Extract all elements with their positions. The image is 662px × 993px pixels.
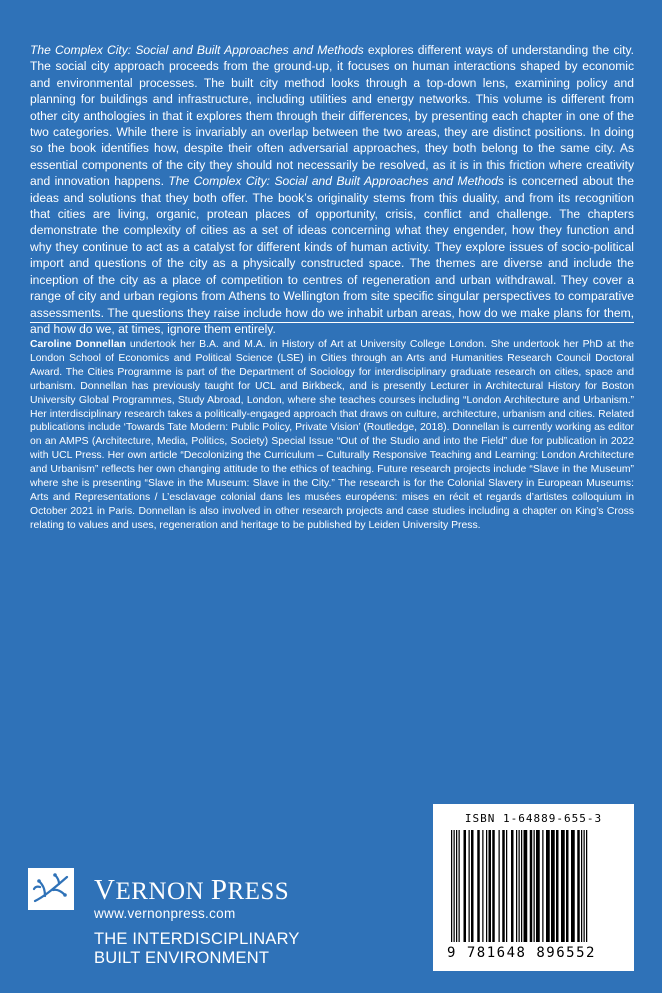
barcode-bar <box>561 830 565 942</box>
barcode-bar <box>551 830 555 942</box>
barcode-bar <box>486 830 487 942</box>
author-bio-text: undertook her B.A. and M.A. in History of Art at University College London. She undertook her PhD at the London School of Economics and Political Science (LSE) in Cities through an Arts and Humanities Research Council Doctoral Award. The Cities Programme is part of the Department of Sociology for interdisciplinary graduate research on cities, space and urbanism. Donnellan has previously taught for UCL and Birkbeck, and is presently Lecturer in Architectural History for Boston University Global Programmes, Study Abroad, London, where she teaches courses including “London Architecture and Urbanism.” Her interdisciplinary research takes a politically-engaged approach that draws on culture, architecture, urbanism and cities. Related publications include ‘Towards Tate Modern: Public Policy, Private Vision’ (Routledge, 2018). Donnellan is currently working as editor on an AMPS (Architecture, Media, Politics, Society) Special Issue “Out of the Studio and into the Field” due for publication in 2022 with UCL Press. Her own article “Decolonizing the Curriculum – Culturally Responsive Teaching and Learning: London Architecture and Urbanism” reflects her own changing attitude to the ethics of teaching. Future research projects include “Slave in the Museum” where she is presenting “Slave in the Museum: Slave in the City.” The research is for the Colonial Slavery in European Museums: Arts and Representations / L’esclavage colonial dans les musées européens: mises en récit et regards d’artistes colloquium in October 2021 in Paris. Donnellan is also involved in other research projects and case studies including a chapter on King’s Cross relating to values and uses, regeneration and heritage to be published by Leiden University Press. <box>30 339 634 531</box>
series-title-line-1: THE INTERDISCIPLINARY <box>94 930 300 948</box>
barcode-bar <box>477 830 480 942</box>
description-part-1: explores different ways of understanding the city. The social city approach proceeds from the ground-up, it focuses on human interactions shaped by economic and environmental processes. The built city method looks through a top-down lens, examining policy and planning for buildings and infrastructure, including utilities and energy networks. This volume is different from other city anthologies in that it explores them through their differences, by presenting each chapter in one of the two categories. While there is invariably an overlap between the two areas, they are distinct positions. In doing so the book identifies how, despite their often adversarial approaches, they both belong to the same city. As essential components of the city they should not necessarily be resolved, as it is in this friction where creativity and innovation happens. <box>30 43 634 189</box>
barcode-bar <box>464 830 467 942</box>
barcode-bar <box>516 830 517 942</box>
book-title-italic-2: The Complex City: Social and Built Approaches and Methods <box>168 174 504 189</box>
barcode-bar <box>451 830 452 942</box>
isbn-digits: 9 781648 896552 <box>447 945 596 961</box>
barcode-bar <box>454 830 455 942</box>
barcode-bar <box>542 830 543 942</box>
isbn-label: ISBN 1-64889-655-3 <box>464 812 603 825</box>
author-name: Caroline Donnellan <box>30 339 126 350</box>
barcode-bar <box>502 830 505 942</box>
book-description <box>30 42 634 337</box>
barcode-bar <box>556 830 559 942</box>
barcode-bar <box>521 830 522 942</box>
barcode-bar <box>471 830 474 942</box>
barcode-bar <box>456 830 457 942</box>
publisher-url[interactable]: www.vernonpress.com <box>94 906 236 921</box>
publisher-name: VERNON PRESS <box>94 874 290 906</box>
barcode-bar <box>581 830 582 942</box>
barcode-bar <box>530 830 533 942</box>
barcode-bar <box>536 830 540 942</box>
book-title-italic: The Complex City: Social and Built Approaches and Methods <box>30 43 364 57</box>
barcode-bar <box>524 830 528 942</box>
barcode-bar <box>459 830 460 942</box>
barcode-bar <box>534 830 535 942</box>
barcode-bar <box>492 830 495 942</box>
barcode-bar <box>584 830 585 942</box>
barcode-bar <box>489 830 492 942</box>
barcode-bar <box>546 830 550 942</box>
tree-branch-icon <box>31 871 71 907</box>
author-bio <box>30 338 634 533</box>
barcode-bar <box>482 830 483 942</box>
barcode-bar <box>469 830 470 942</box>
barcode-bar <box>586 830 587 942</box>
barcode-bar <box>519 830 520 942</box>
barcode-bars <box>443 830 624 944</box>
description-part-2: is concerned about the ideas and solutions that they both offer. The book’s originality stems from this duality, and from its recognition that cities are living, organic, protean places of opportunity, crisis, conflict and challenge. The chapters demonstrate the complexity of cities as a set of ideas concerning what they engender, how they function and why they continue to act as a catalyst for different kinds of human activity. They explore issues of socio-political import and questions of the city as a physically constructed space. The themes are diverse and include the inception of the city as a place of competition to centres of regeneration and urban withdrawal. They cover a range of city and urban regions from Athens to Wellington from site specific singular perspectives to comparative assessments. The questions they raise include how do we inhabit urban areas, how do we make plans for them, and how do we, at times, ignore them entirely. <box>30 174 634 336</box>
publisher-logo <box>28 868 74 910</box>
barcode-bar <box>577 830 580 942</box>
section-divider <box>30 322 634 323</box>
barcode-bar <box>506 830 507 942</box>
barcode-bar <box>511 830 514 942</box>
series-title <box>94 930 300 968</box>
barcode-bar <box>499 830 500 942</box>
barcode-panel <box>433 804 634 971</box>
series-title-line-2: BUILT ENVIRONMENT <box>94 949 270 967</box>
barcode-bar <box>566 830 569 942</box>
barcode-bar <box>571 830 575 942</box>
